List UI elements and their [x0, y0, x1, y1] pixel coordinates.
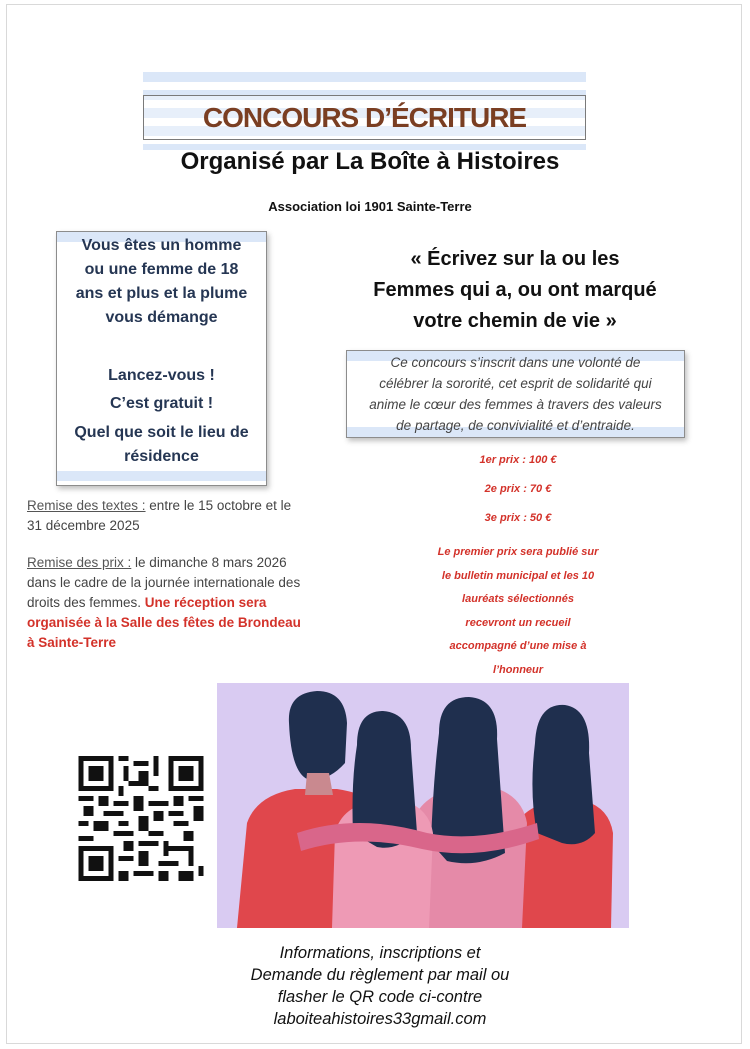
quote-line: « Écrivez sur la ou les	[410, 248, 620, 270]
award-text-line3: droits des femmes.	[27, 595, 142, 610]
free-text: C’est gratuit !	[109, 395, 214, 412]
prize-note	[408, 541, 628, 682]
eligibility-text	[57, 232, 266, 469]
reception-highlight-line3: à Sainte-Terre	[27, 635, 117, 650]
award-text-line2: dans le cadre de la journée internationale des	[27, 575, 301, 590]
association-line: Association loi 1901 Sainte-Terre	[268, 199, 472, 214]
prize-note-line: lauréats sélectionnés	[462, 593, 574, 605]
theme-quote	[345, 244, 685, 337]
description-line: célébrer la sororité, cet esprit de solidarité qui	[379, 376, 652, 391]
contact-email[interactable]: laboiteahistoires33gmail.com	[273, 1010, 487, 1028]
quote-line: Femmes qui a, ou ont marqué	[373, 279, 657, 301]
description-box	[346, 350, 685, 438]
description-line: Ce concours s’inscrit dans une volonté de	[390, 355, 641, 370]
prize-note-line: recevront un recueil	[465, 616, 571, 629]
award-text: le dimanche 8 mars 2026	[131, 555, 287, 570]
footer-line: Informations, inscriptions et	[279, 944, 481, 962]
contest-title: CONCOURS D’ÉCRITURE	[143, 95, 586, 140]
qr-code[interactable]	[76, 756, 206, 881]
eligibility-box	[56, 231, 267, 486]
submission-label: Remise des textes :	[27, 498, 146, 513]
submission-dates	[27, 496, 337, 536]
description-line: de partage, de convivialité et d’entraide.	[396, 418, 635, 433]
third-prize: 3e prix : 50 €	[484, 512, 552, 524]
prize-note-line: accompagné d’une mise à	[449, 640, 587, 652]
award-info	[27, 553, 347, 653]
box-bottom-stripe	[57, 471, 266, 485]
women-illustration	[217, 683, 629, 928]
intro-line: ans et plus et la plume	[75, 285, 248, 302]
prize-note-line: le bulletin municipal et les 10	[441, 569, 595, 582]
residence-line: résidence	[124, 448, 199, 465]
footer-line: Demande du règlement par mail ou	[250, 966, 510, 984]
second-prize: 2e prix : 70 €	[484, 483, 552, 495]
submission-text: entre le 15 octobre et le	[145, 498, 292, 513]
prize-note-line: l’honneur	[492, 663, 544, 676]
organizer-subtitle: Organisé par La Boîte à Histoires	[180, 148, 560, 175]
reception-highlight: Une réception sera	[141, 595, 267, 610]
footer-line: flasher le QR code ci-contre	[277, 988, 483, 1006]
quote-line: votre chemin de vie »	[413, 310, 617, 332]
submission-text-line2: 31 décembre 2025	[27, 518, 140, 533]
cta-text: Lancez-vous !	[108, 367, 215, 384]
contact-info	[200, 942, 560, 1030]
reception-highlight-line2: organisée à la Salle des fêtes de Brondeau	[27, 615, 301, 630]
prize-note-line: Le premier prix sera publié sur	[437, 546, 599, 558]
residence-line: Quel que soit le lieu de	[74, 424, 249, 441]
intro-line: Vous êtes un homme	[81, 237, 242, 254]
intro-line: ou une femme de 18	[84, 261, 239, 278]
description-text	[347, 351, 684, 436]
award-label: Remise des prix :	[27, 555, 132, 570]
intro-line: vous démange	[105, 309, 218, 326]
description-line: anime le cœur des femmes à travers des valeurs	[369, 397, 662, 412]
first-prize: 1er prix : 100 €	[479, 454, 557, 466]
